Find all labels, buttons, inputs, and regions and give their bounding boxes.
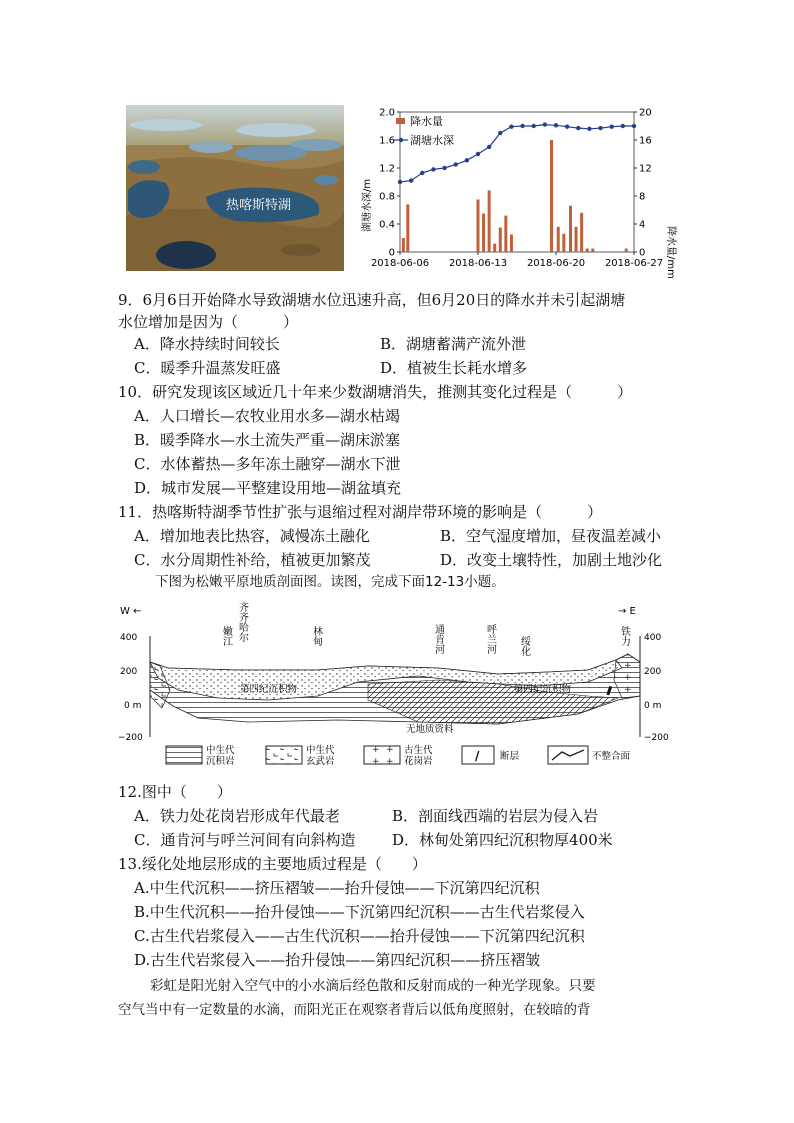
depth-point [420, 171, 424, 175]
right-tick-label: 20 [639, 107, 652, 119]
legend-basalt: 中生代玄武岩 [306, 745, 335, 767]
precip-depth-chart [350, 104, 676, 279]
x-tick-label: 2018-06-13 [448, 258, 508, 269]
legend-depth-label: 湖塘水深 [410, 134, 454, 147]
depth-point [409, 178, 413, 182]
place-hulan-river: 呼兰河 [484, 624, 496, 654]
q9-option-c[interactable]: C．暖季升温蒸发旺盛 [134, 359, 281, 377]
thermokarst-photo [126, 105, 344, 271]
q10-stem: 10．研究发现该区域近几十年来少数湖塘消失，推测其变化过程是（ ） [118, 383, 633, 401]
depth-point [610, 125, 614, 129]
q10-option-b[interactable]: B．暖季降水—水土流失严重—湖床淤塞 [134, 431, 401, 449]
right-tick-label: 16 [639, 135, 652, 147]
depth-point [532, 124, 536, 128]
place-lindian: 林甸 [310, 626, 322, 646]
q13-option-c[interactable]: C.古生代岩浆侵入——古生代沉积——抬升侵蚀——下沉第四纪沉积 [134, 927, 585, 945]
precip-bar [575, 227, 578, 252]
east-label: → E [618, 606, 636, 617]
q9-option-a[interactable]: A．降水持续时间较长 [134, 335, 280, 353]
depth-point [632, 124, 636, 128]
q12-stem: 12.图中（ ） [118, 783, 232, 801]
left-tick-200: 200 [120, 667, 138, 677]
left-tick-label: 0.4 [379, 219, 395, 231]
q13-stem: 13.绥化处地层形成的主要地质过程是（ ） [118, 855, 427, 873]
precip-bar [625, 249, 628, 253]
precip-bar [488, 190, 491, 252]
x-tick-label: 2018-06-27 [604, 258, 664, 269]
left-tick-label: 1.2 [379, 163, 395, 175]
left-tick-label: 0.8 [379, 191, 395, 203]
q11-option-b[interactable]: B．空气湿度增加，昼夜温差减小 [440, 527, 662, 545]
place-qiqihar: 齐齐哈尔 [236, 602, 248, 642]
left-tick-label: 2.0 [379, 107, 395, 119]
q13-option-b[interactable]: B.中生代沉积——抬升侵蚀——下沉第四纪沉积——古生代岩浆侵入 [134, 903, 585, 921]
right-tick-label: 0 [639, 247, 646, 259]
q13-option-a[interactable]: A.中生代沉积——挤压褶皱——抬升侵蚀——下沉第四纪沉积 [134, 879, 540, 897]
precip-bar [477, 200, 480, 253]
precip-bar [510, 235, 513, 253]
q11-option-c[interactable]: C．水分周期性补给，植被更加繁茂 [134, 551, 371, 569]
right-tick-400: 400 [644, 633, 662, 643]
right-tick-label: 12 [639, 163, 652, 175]
q11-option-d[interactable]: D．改变土壤特性，加剧土地沙化 [440, 551, 663, 569]
depth-point [621, 124, 625, 128]
quaternary-label-2: 第四纪沉积物 [514, 684, 572, 695]
legend-fault: 断层 [500, 751, 520, 762]
q13-option-d[interactable]: D.古生代岩浆侵入——抬升侵蚀——第四纪沉积——挤压褶皱 [134, 951, 541, 969]
q9-option-d[interactable]: D．植被生长耗水增多 [380, 359, 528, 377]
depth-point [554, 123, 558, 127]
precip-bar [402, 238, 405, 252]
q11-option-a[interactable]: A．增加地表比热容，减慢冻土融化 [134, 527, 370, 545]
photo-label: 热喀斯特湖 [226, 198, 292, 213]
right-tick-label: 4 [639, 219, 646, 231]
legend-sedimentary-swatch [166, 746, 202, 764]
precip-bar [557, 227, 560, 252]
legend-precip-label: 降水量 [410, 115, 443, 128]
precip-bar [586, 249, 589, 253]
fault-icon: / [475, 749, 480, 763]
depth-point [565, 125, 569, 129]
legend-granite-swatch [364, 746, 400, 764]
legend-precip-swatch [396, 118, 405, 124]
x-tick-label: 2018-06-06 [370, 258, 430, 269]
right-tick-200: 200 [644, 667, 662, 677]
depth-point [509, 125, 513, 129]
precip-bar [580, 213, 583, 252]
depth-point [465, 158, 469, 162]
no-data-label: 无地质资料 [406, 724, 454, 735]
legend-basalt-swatch [266, 746, 302, 764]
place-tieli: 铁力 [618, 626, 630, 646]
q12-option-d[interactable]: D．林甸处第四纪沉积物厚400米 [392, 831, 613, 849]
precip-bar [591, 249, 594, 253]
rainbow-passage-line1: 彩虹是阳光射入空气中的小水滴后经色散和反射而成的一种光学现象。只要 [150, 978, 596, 994]
q12-option-a[interactable]: A．铁力处花岗岩形成年代最老 [134, 807, 340, 825]
legend-sedimentary-l1: 中生代 [206, 745, 235, 756]
right-tick-neg200: −200 [644, 733, 669, 743]
x-tick-label: 2018-06-20 [526, 258, 586, 269]
depth-point [520, 124, 524, 128]
precip-bar [499, 228, 502, 253]
left-tick-neg200: −200 [118, 733, 143, 743]
place-tongken-river: 通肯河 [432, 624, 444, 654]
legend-unconformity: 不整合面 [592, 751, 631, 762]
depth-point [598, 126, 602, 130]
q9-option-b[interactable]: B．湖塘蓄满产流外泄 [380, 335, 527, 353]
q12-option-b[interactable]: B．剖面线西端的岩层为侵入岩 [392, 807, 599, 825]
legend-sedimentary: 中生代沉积岩 [206, 745, 235, 767]
place-suihua: 绥化 [518, 636, 530, 656]
depth-point [476, 152, 480, 156]
depth-point [498, 131, 502, 135]
right-tick-0: 0 m [644, 701, 662, 711]
left-tick-label: 1.6 [379, 135, 395, 147]
depth-point [587, 127, 591, 131]
left-tick-400: 400 [120, 633, 138, 643]
q9-stem-line1: 9．6月6日开始降水导致湖塘水位迅速升高，但6月20日的降水并未引起湖塘 [118, 291, 626, 309]
y-right-label: 降水量/mm [665, 226, 676, 279]
precip-bar [482, 214, 485, 253]
depth-point [398, 180, 402, 184]
q12-option-c[interactable]: C．通肯河与呼兰河间有向斜构造 [134, 831, 356, 849]
q11-stem: 11．热喀斯特湖季节性扩张与退缩过程对湖岸带环境的影响是（ ） [118, 503, 603, 521]
depth-point [576, 126, 580, 130]
precip-bar [504, 216, 507, 252]
q10-option-d[interactable]: D．城市发展—平整建设用地—湖盆填充 [134, 479, 402, 497]
depth-point [454, 162, 458, 166]
quaternary-label-1: 第四纪沉积物 [240, 684, 298, 695]
q10-option-c[interactable]: C．水体蓄热—多年冻土融穿—湖水下泄 [134, 455, 401, 473]
left-tick-label: 0 [388, 247, 395, 259]
depth-point [543, 122, 547, 126]
precip-bar [493, 244, 496, 252]
q9-stem-line2: 水位增加是因为（ ） [118, 313, 299, 331]
geologic-profile [118, 600, 678, 770]
precip-bar [562, 234, 565, 252]
place-nenjiang: 嫩江 [220, 626, 232, 646]
y-left-label: 湖塘水深/m [362, 178, 373, 232]
plot-frame [400, 112, 634, 252]
depth-point [431, 167, 435, 171]
intro-12-13: 下图为松嫩平原地质剖面图。读图，完成下面12-13小题。 [155, 574, 505, 590]
precip-bar [406, 204, 409, 252]
legend-depth-marker [399, 138, 403, 142]
depth-point [442, 166, 446, 170]
depth-point [487, 145, 491, 149]
precip-bar [569, 206, 572, 252]
legend-granite: 古生代花岗岩 [404, 745, 433, 767]
precip-bar [550, 140, 553, 252]
right-tick-label: 8 [639, 191, 646, 203]
left-tick-0: 0 m [124, 701, 142, 711]
west-label: W ← [120, 606, 142, 617]
q10-option-a[interactable]: A．人口增长—农牧业用水多—湖水枯竭 [134, 407, 400, 425]
rainbow-passage-line2: 空气当中有一定数量的水滴，而阳光正在观察者背后以低角度照射，在较暗的背 [118, 1002, 591, 1018]
